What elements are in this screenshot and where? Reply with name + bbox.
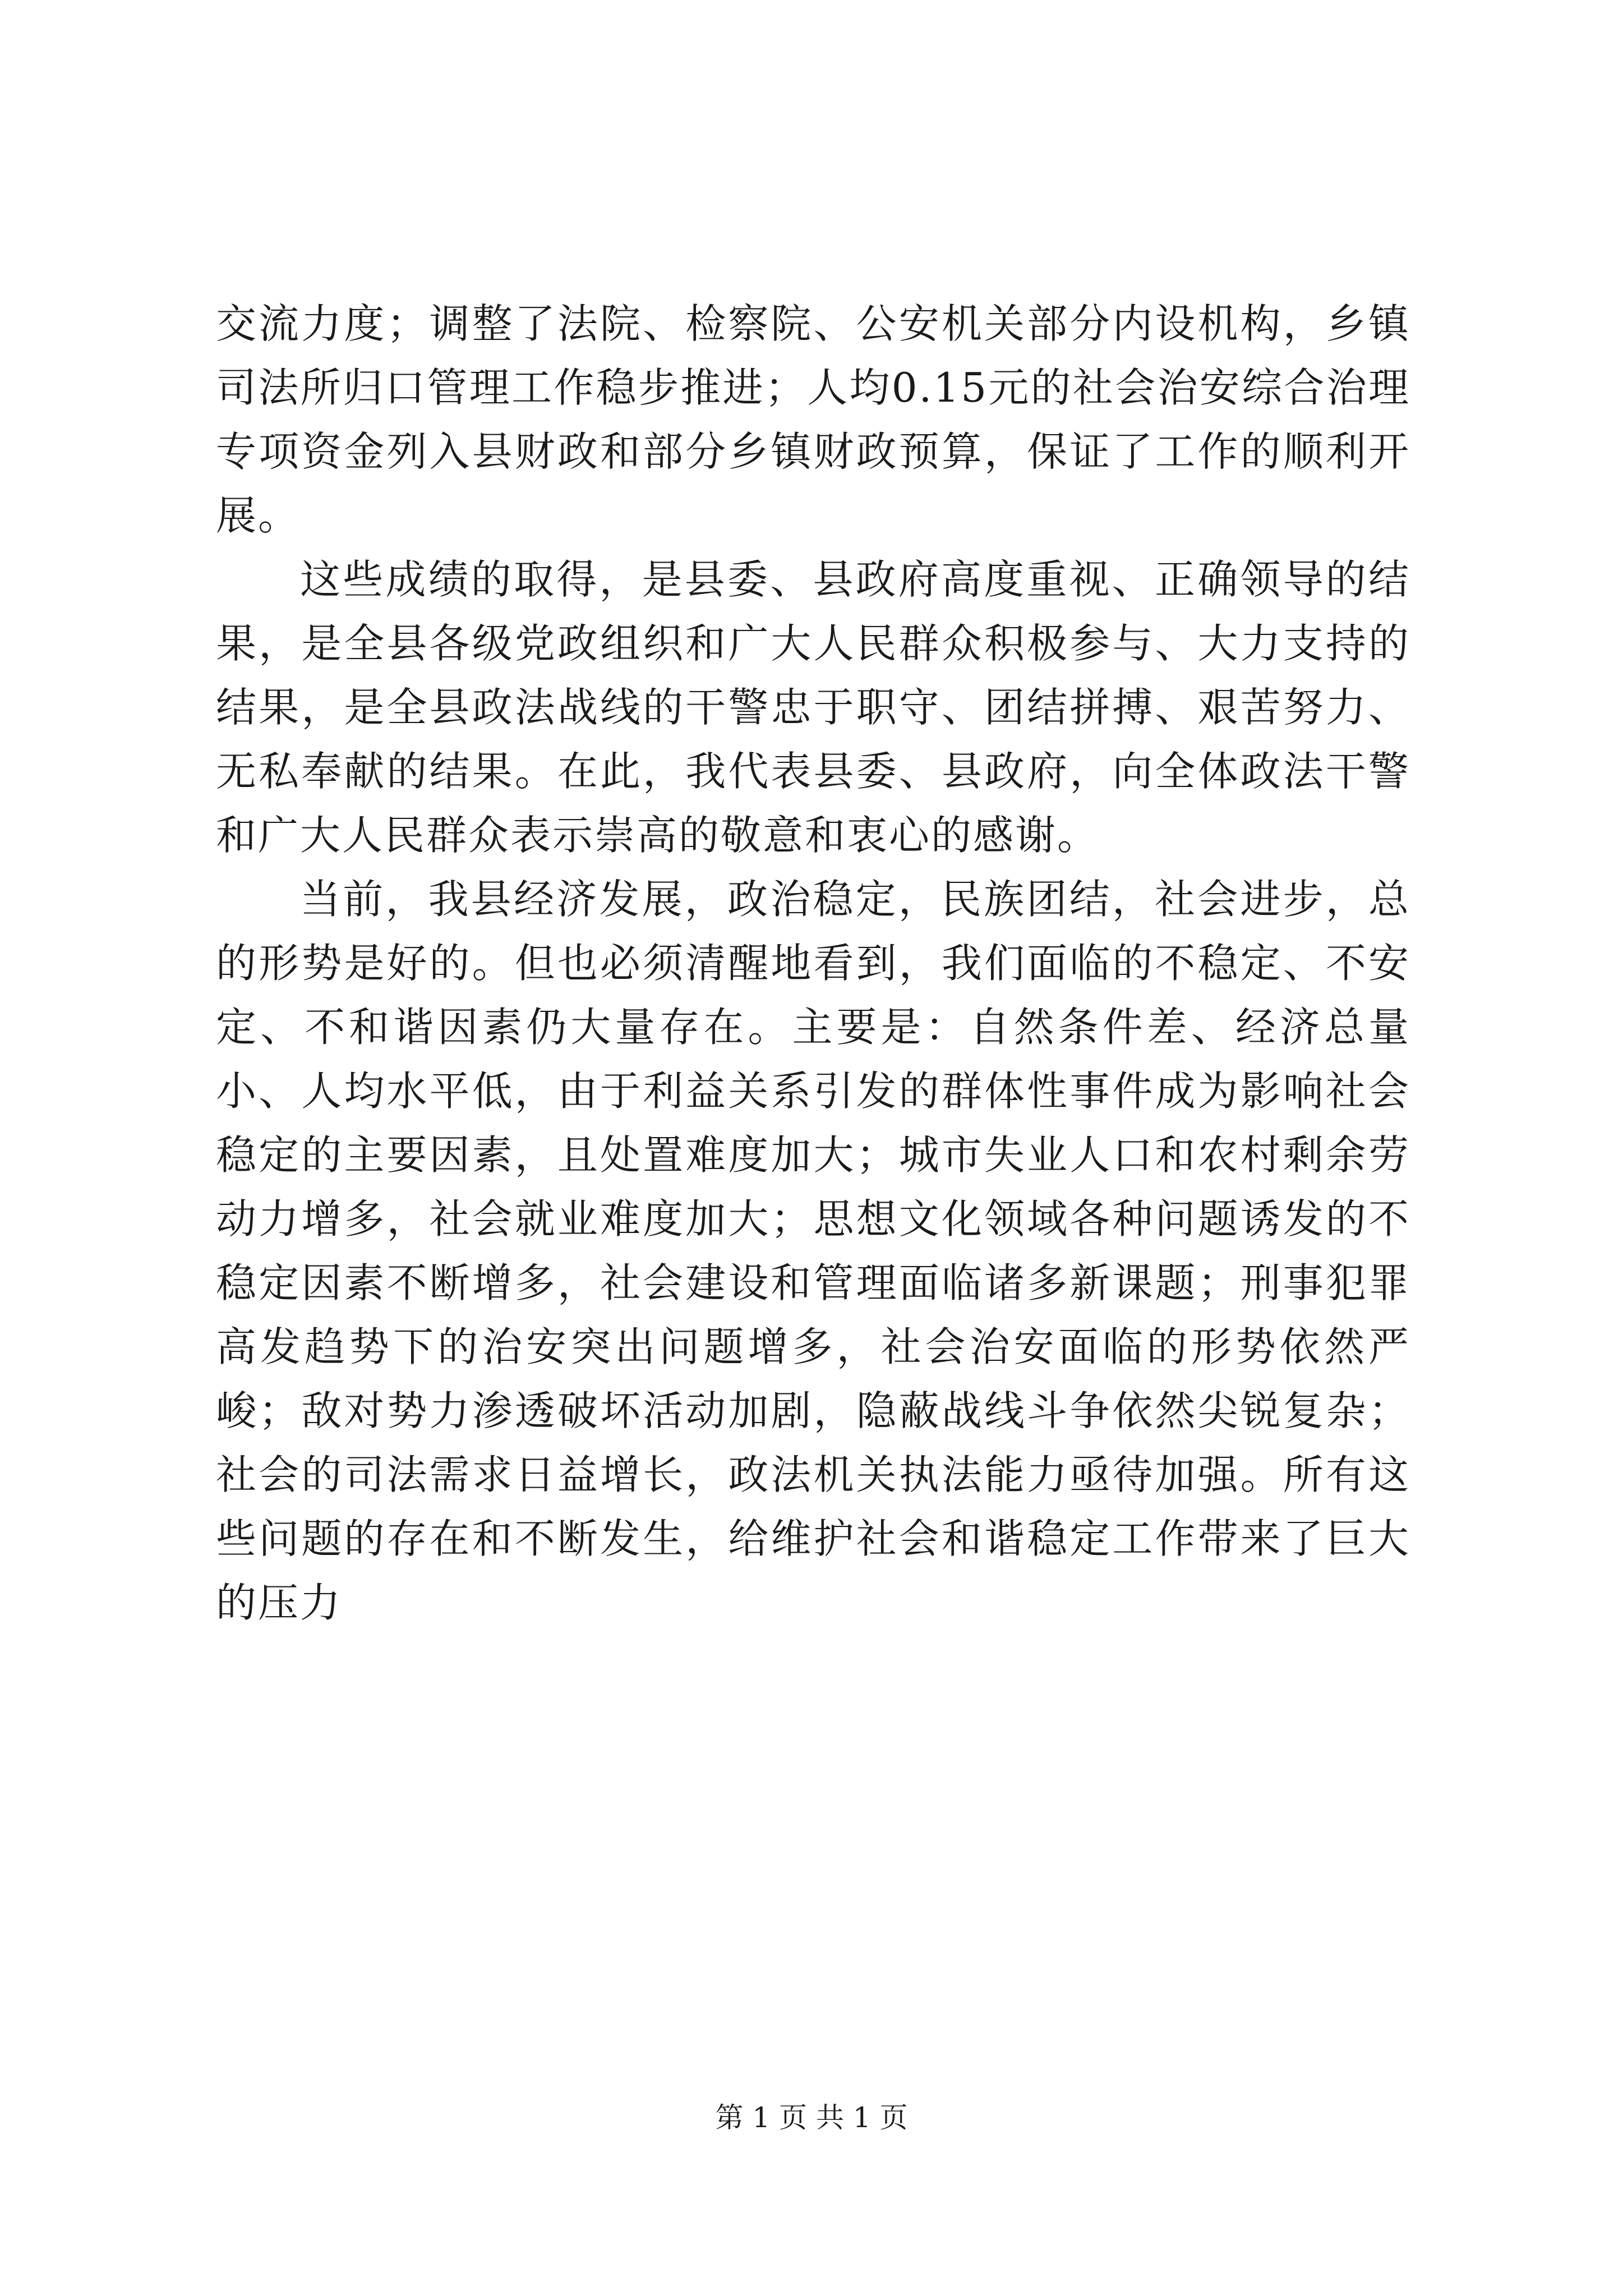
paragraph-1: 交流力度；调整了法院、检察院、公安机关部分内设机构，乡镇司法所归口管理工作稳步推进；人均0.15元的社会治安综合治理专项资金列入县财政和部分乡镇财政预算，保证了工作的顺利开展。	[216, 300, 1410, 539]
paragraph-3: 当前，我县经济发展，政治稳定，民族团结，社会进步，总的形势是好的。但也必须清醒地看到，我们面临的不稳定、不安定、不和谐因素仍大量存在。主要是：自然条件差、经济总量小、人均水平低，由于利益关系引发的群体性事件成为影响社会稳定的主要因素，且处置难度加大；城市失业人口和农村剩余劳动力增多，社会就业难度加大；思想文化领域各种问题诱发的不稳定因素不断增多，社会建设和管理面临诸多新课题；刑事犯罪高发趋势下的治安突出问题增多，社会治安面临的形势依然严峻；敌对势力渗透破坏活动加剧，隐蔽战线斗争依然尖锐复杂；社会的司法需求日益增长，政法机关执法能力亟待加强。所有这些问题的存在和不断发生，给维护社会和谐稳定工作带来了巨大的压力	[216, 876, 1410, 1626]
document-body	[216, 292, 1410, 1635]
page-footer: 第 1 页 共 1 页	[715, 2101, 908, 2134]
paragraph-2: 这些成绩的取得，是县委、县政府高度重视、正确领导的结果，是全县各级党政组织和广大人民群众积极参与、大力支持的结果，是全县政法战线的干警忠于职守、团结拼搏、艰苦努力、无私奉献的结果。在此，我代表县委、县政府，向全体政法干警和广大人民群众表示崇高的敬意和衷心的感谢。	[216, 556, 1410, 859]
